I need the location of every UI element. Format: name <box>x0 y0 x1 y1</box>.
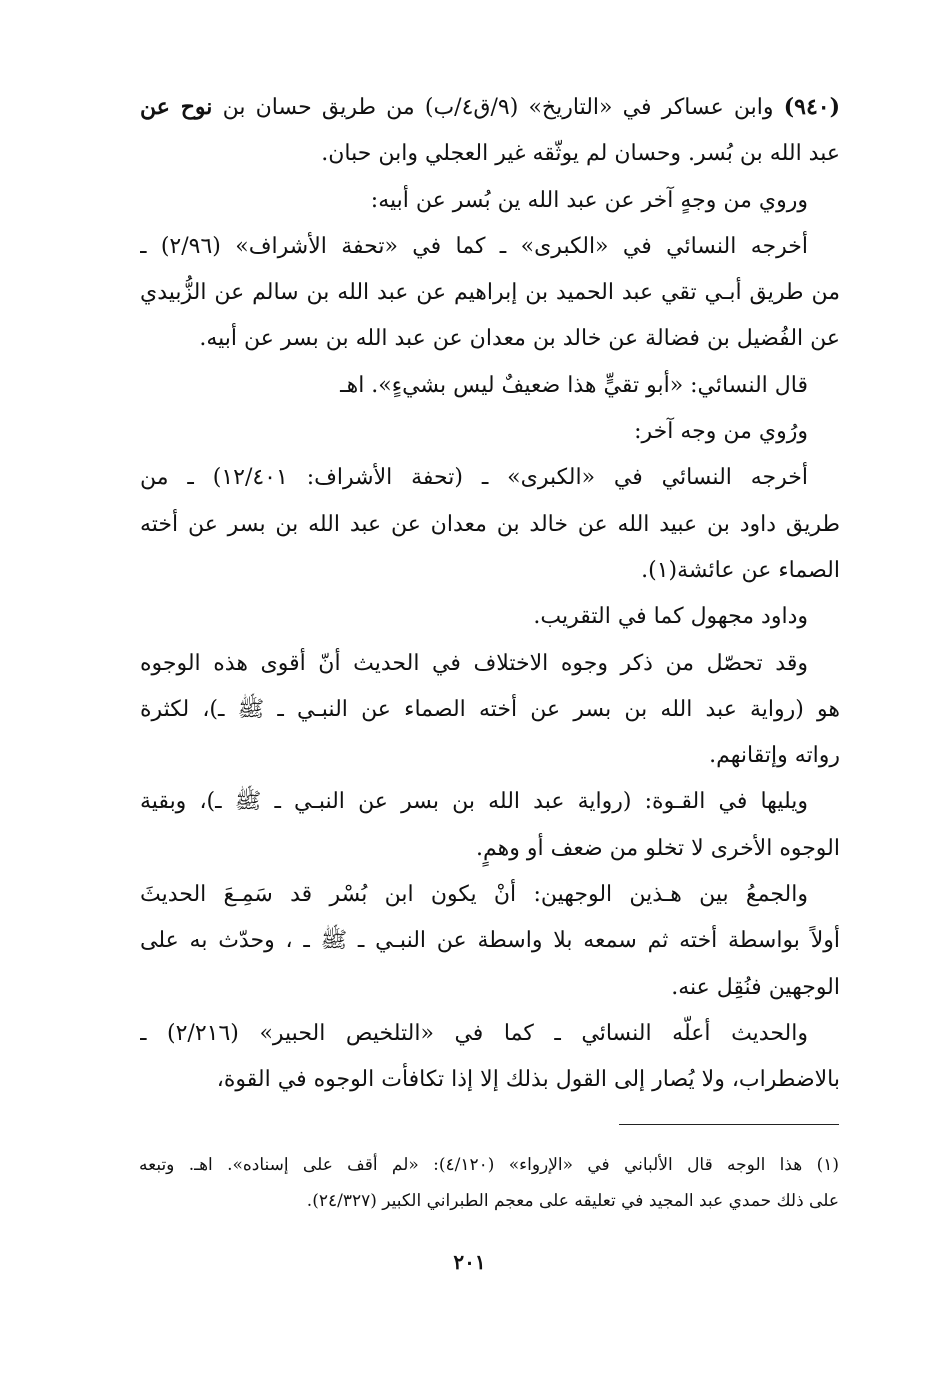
text-line: هو (رواية عبد الله بن بسر عن أخته الصماء عن النبـي ـ ﷺ ـ)، لكثرة <box>140 696 840 722</box>
text-line: رواته وإتقانهم. <box>709 743 840 769</box>
text-line: أخرجه النسائي في «الكبرى» ـ (تحفة الأشراف: ١٢/٤٠١) ـ من <box>140 465 808 491</box>
text-line: بالاضطراب، ولا يُصار إلى القول بذلك إلا إذا تكافأت الوجوه في القوة، <box>216 1067 840 1093</box>
paragraph <box>140 224 840 363</box>
page-number: ٢٠١ <box>453 1250 486 1274</box>
text-line: والحديث أعلّه النسائي ـ كما في «التلخيص الحبير» (٢/٢١٦) ـ <box>140 1020 808 1046</box>
text-line: الوجهين فنُقِل عنه. <box>671 974 840 1000</box>
text-line: أولاً بواسطة أخته ثم سمعه بلا واسطة عن النبـي ـ ﷺ ـ ، وحدّث به على <box>140 928 840 954</box>
text-line: ورُوي من وجه آخر: <box>634 419 808 445</box>
footnote-line: (١) هذا الوجه قال الألباني في «الإرواء» (٤/١٢٠): «لم أقف على إسناده». اهـ. وتبعه <box>139 1155 839 1175</box>
main-text <box>140 84 840 1104</box>
paragraph <box>140 409 840 455</box>
text-line: ويليها في القـوة: (رواية عبد الله بن بسر عن النبـي ـ ﷺ ـ)، وبقية <box>140 789 808 815</box>
footnote-separator <box>619 1124 839 1125</box>
text-line: الصماء عن عائشة(١). <box>641 557 840 583</box>
text-line: الوجوه الأخرى لا تخلو من ضعف أو وهمٍ. <box>476 835 840 861</box>
paragraph <box>140 363 840 409</box>
text-line: قال النسائي: «أبو تقيٍّ هذا ضعيفٌ ليس بشيءٍ». اهـ <box>340 372 808 398</box>
text-line: عن الفُضيل بن فضالة عن خالد بن معدان عن عبد الله بن بسر عن أبيه. <box>199 326 840 352</box>
page-body <box>140 84 840 1104</box>
text-line: وقد تحصّل من ذكر وجوه الاختلاف في الحديث أنّ أقوى هذه الوجوه <box>140 650 808 676</box>
paragraph <box>140 641 840 780</box>
text-line: من طريق أبـي تقي عبد الحميد بن إبراهيم عن عبد الله بن سالم عن الزُّبيدي <box>140 280 840 306</box>
paragraph <box>140 1011 840 1104</box>
paragraph <box>140 84 840 178</box>
text-line: أخرجه النسائي في «الكبرى» ـ كما في «تحفة الأشراف» (٢/٩٦) ـ <box>140 233 808 259</box>
text-line: والجمعُ بين هـذين الوجهين: أنْ يكون ابن بُسْر قد سَمِـعَ الحديثَ <box>140 882 808 908</box>
paragraph <box>140 594 840 640</box>
paragraph <box>140 872 840 1011</box>
text-line: عبد الله بن بُسر. وحسان لم يوثّقه غير العجلي وابن حبان. <box>321 141 840 167</box>
text-line: وروي من وجهٍ آخر عن عبد الله ين بُسر عن أبيه: <box>370 187 808 213</box>
footnote-line: على ذلك حمدي عبد المجيد في تعليقه على معجم الطبراني الكبير (٢٤/٣٢٧). <box>306 1191 839 1211</box>
text-line: طريق داود بن عبيد الله عن خالد بن معدان عن عبد الله بن بسر عن أخته <box>140 511 840 537</box>
text-line: وداود مجهول كما في التقريب. <box>533 604 808 630</box>
paragraph <box>140 455 840 594</box>
footnote <box>139 1147 839 1219</box>
paragraph <box>140 779 840 872</box>
text-line: (٩٤٠) وابن عساكر في «التاريخ» (٩/ق٤/ب) من طريق حسان بن نوح عن <box>140 94 840 120</box>
paragraph <box>140 178 840 224</box>
